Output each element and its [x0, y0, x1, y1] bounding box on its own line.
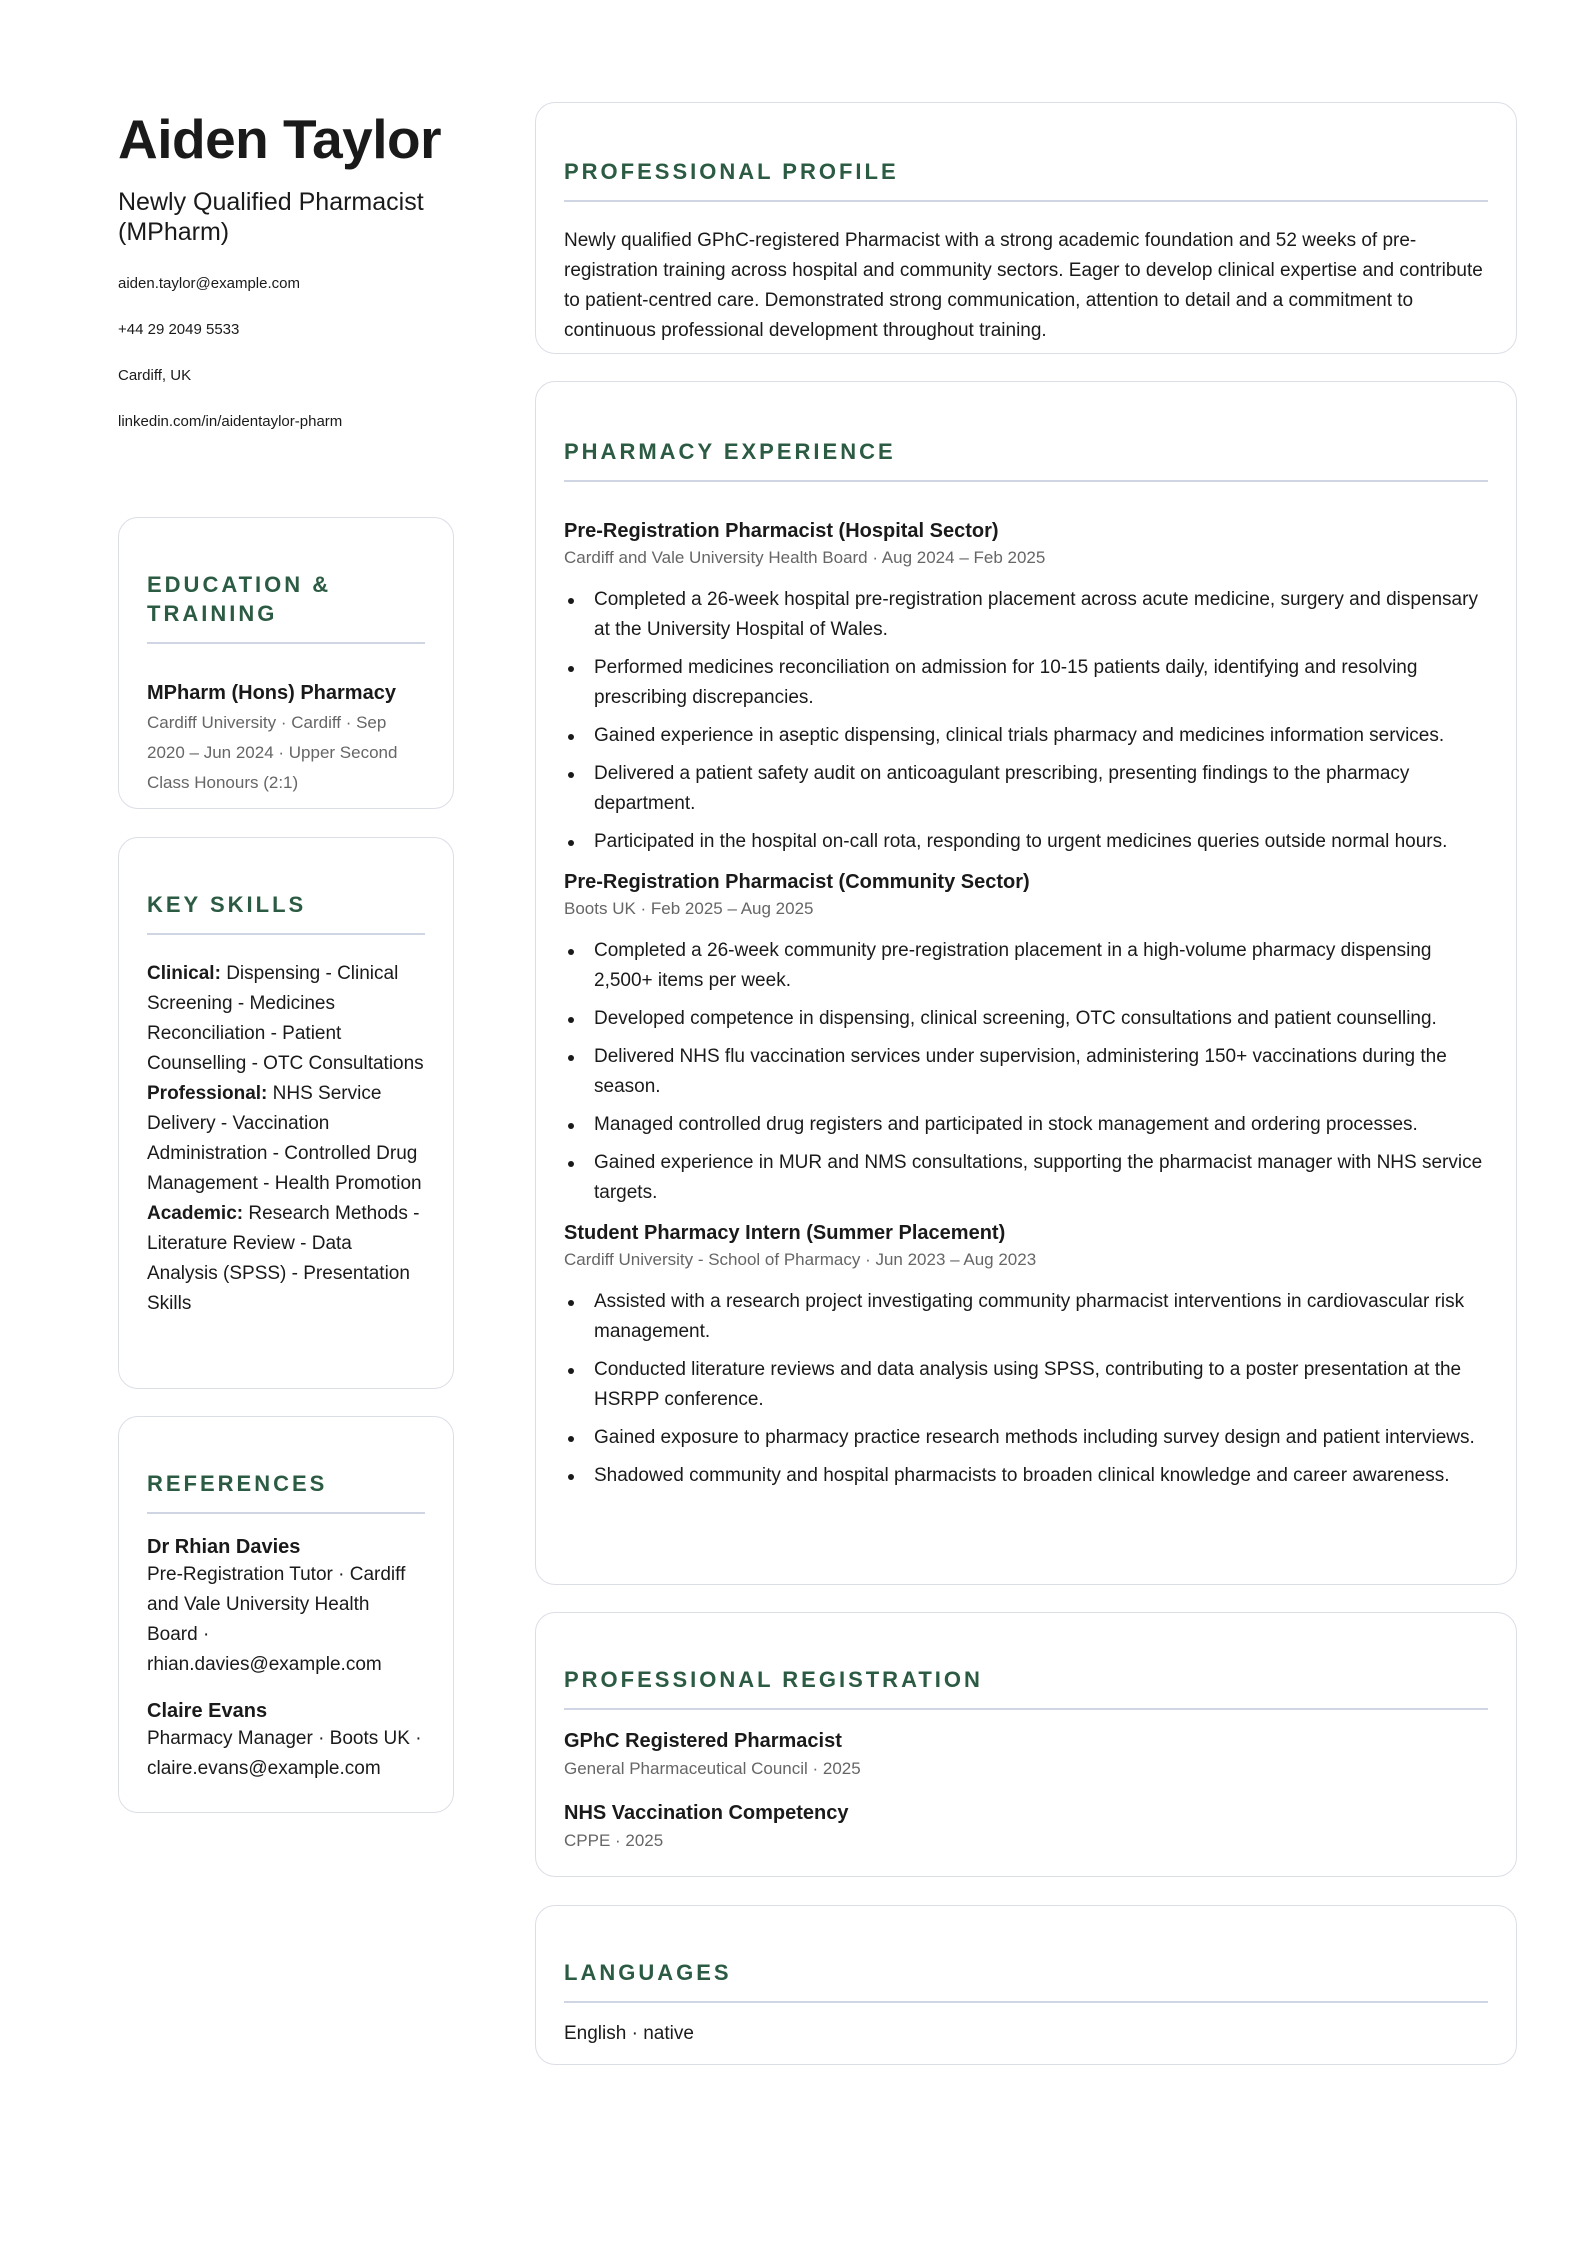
skill-group-items: Dispensing - Clinical Screening - Medicines Reconciliation - Patient Counselling - OTC Consultations — [147, 963, 424, 1074]
skill-group-label: Academic: — [147, 1203, 244, 1224]
skill-group-professional — [147, 1079, 425, 1199]
skills-card — [118, 837, 454, 1389]
section-divider — [147, 1512, 425, 1514]
section-divider — [147, 642, 425, 644]
bullet-item: Gained exposure to pharmacy practice research methods including survey design and patient interviews. — [564, 1423, 1488, 1453]
reference-name: Dr Rhian Davies — [147, 1536, 301, 1558]
section-divider — [564, 480, 1488, 482]
bullet-item: Managed controlled drug registers and participated in stock management and ordering processes. — [564, 1110, 1488, 1140]
reference-details: Pre-Registration Tutor · Cardiff and Vale University Health Board · rhian.davies@example.com — [147, 1564, 406, 1675]
section-divider — [564, 200, 1488, 202]
personal-header — [118, 103, 454, 459]
bullet-item: Gained experience in MUR and NMS consultations, supporting the pharmacist manager with NHS service targets. — [564, 1148, 1488, 1208]
job-entry — [564, 869, 1488, 1208]
language-entry: English · native — [564, 2023, 694, 2044]
skill-group-academic — [147, 1199, 425, 1319]
bullet-item: Developed competence in dispensing, clinical screening, OTC consultations and patient counselling. — [564, 1004, 1488, 1034]
section-divider — [147, 933, 425, 935]
references-section-title: REFERENCES — [147, 1471, 328, 1496]
skill-group-items: NHS Service Delivery - Vaccination Administration - Controlled Drug Management - Health Promotion — [147, 1083, 422, 1194]
reference-details: Pharmacy Manager · Boots UK · claire.evans@example.com — [147, 1728, 422, 1779]
contact-email[interactable]: aiden.taylor@example.com — [118, 275, 300, 292]
experience-section-title: PHARMACY EXPERIENCE — [564, 439, 896, 464]
job-title: Student Pharmacy Intern (Summer Placement) — [564, 1222, 1006, 1244]
person-headline: Newly Qualified Pharmacist (MPharm) — [118, 188, 424, 246]
education-section-title: EDUCATION & TRAINING — [147, 572, 332, 626]
bullet-item: Completed a 26-week hospital pre-registration placement across acute medicine, surgery and dispensary at the University Hospital of Wales. — [564, 585, 1488, 645]
bullet-item: Performed medicines reconciliation on admission for 10-15 patients daily, identifying and resolving prescribing discrepancies. — [564, 653, 1488, 713]
registration-card — [535, 1612, 1517, 1877]
registration-title: GPhC Registered Pharmacist — [564, 1730, 842, 1752]
references-card — [118, 1416, 454, 1813]
reference-name: Claire Evans — [147, 1700, 268, 1722]
registration-section-title: PROFESSIONAL REGISTRATION — [564, 1667, 983, 1692]
bullet-item: Conducted literature reviews and data analysis using SPSS, contributing to a poster presentation at the HSRPP conference. — [564, 1355, 1488, 1415]
languages-card — [535, 1905, 1517, 2065]
bullet-item: Assisted with a research project investigating community pharmacist interventions in cardiovascular risk management. — [564, 1287, 1488, 1347]
job-meta: Boots UK · Feb 2025 – Aug 2025 — [564, 899, 814, 918]
job-bullets — [564, 1287, 1488, 1491]
job-bullets — [564, 585, 1488, 857]
profile-section-title: PROFESSIONAL PROFILE — [564, 159, 899, 184]
contact-linkedin[interactable]: linkedin.com/in/aidentaylor-pharm — [118, 413, 343, 430]
degree-details: Cardiff University · Cardiff · Sep 2020 – Jun 2024 · Upper Second Class Honours (2:1) — [147, 713, 398, 792]
education-card — [118, 517, 454, 809]
profile-summary: Newly qualified GPhC-registered Pharmacist with a strong academic foundation and 52 weeks of pre-registration training across hospital and community sectors. Eager to develop clinical expertise and contribute to patient-centred care. Demonstrated strong communication, attention to detail and a commitment to continuous professional development throughout training. — [564, 230, 1483, 341]
job-entry — [564, 518, 1488, 857]
languages-section-title: LANGUAGES — [564, 1960, 732, 1985]
contact-list — [118, 275, 454, 459]
skill-group-label: Clinical: — [147, 963, 221, 984]
skill-group-label: Professional: — [147, 1083, 268, 1104]
bullet-item: Completed a 26-week community pre-registration placement in a high-volume pharmacy dispensing 2,500+ items per week. — [564, 936, 1488, 996]
registration-meta: General Pharmaceutical Council · 2025 — [564, 1759, 861, 1778]
bullet-item: Delivered NHS flu vaccination services under supervision, administering 150+ vaccinations during the season. — [564, 1042, 1488, 1102]
section-divider — [564, 1708, 1488, 1710]
bullet-item: Participated in the hospital on-call rota, responding to urgent medicines queries outside normal hours. — [564, 827, 1488, 857]
person-name: Aiden Taylor — [118, 108, 442, 170]
job-meta: Cardiff University - School of Pharmacy · Jun 2023 – Aug 2023 — [564, 1250, 1037, 1269]
degree-title: MPharm (Hons) Pharmacy — [147, 682, 396, 704]
contact-phone[interactable]: +44 29 2049 5533 — [118, 321, 240, 338]
bullet-item: Gained experience in aseptic dispensing, clinical trials pharmacy and medicines information services. — [564, 721, 1488, 751]
profile-card — [535, 102, 1517, 354]
registration-title: NHS Vaccination Competency — [564, 1802, 849, 1824]
contact-location: Cardiff, UK — [118, 367, 192, 384]
job-bullets — [564, 936, 1488, 1208]
skill-group-clinical — [147, 959, 425, 1079]
bullet-item: Delivered a patient safety audit on anticoagulant prescribing, presenting findings to the pharmacy department. — [564, 759, 1488, 819]
section-divider — [564, 2001, 1488, 2003]
job-entry — [564, 1220, 1488, 1491]
job-meta: Cardiff and Vale University Health Board · Aug 2024 – Feb 2025 — [564, 548, 1046, 567]
bullet-item: Shadowed community and hospital pharmacists to broaden clinical knowledge and career awareness. — [564, 1461, 1488, 1491]
job-title: Pre-Registration Pharmacist (Community Sector) — [564, 871, 1030, 893]
job-title: Pre-Registration Pharmacist (Hospital Sector) — [564, 520, 999, 542]
skills-section-title: KEY SKILLS — [147, 892, 307, 917]
experience-card — [535, 381, 1517, 1585]
registration-meta: CPPE · 2025 — [564, 1831, 664, 1850]
skill-group-items: Research Methods - Literature Review - Data Analysis (SPSS) - Presentation Skills — [147, 1203, 420, 1314]
